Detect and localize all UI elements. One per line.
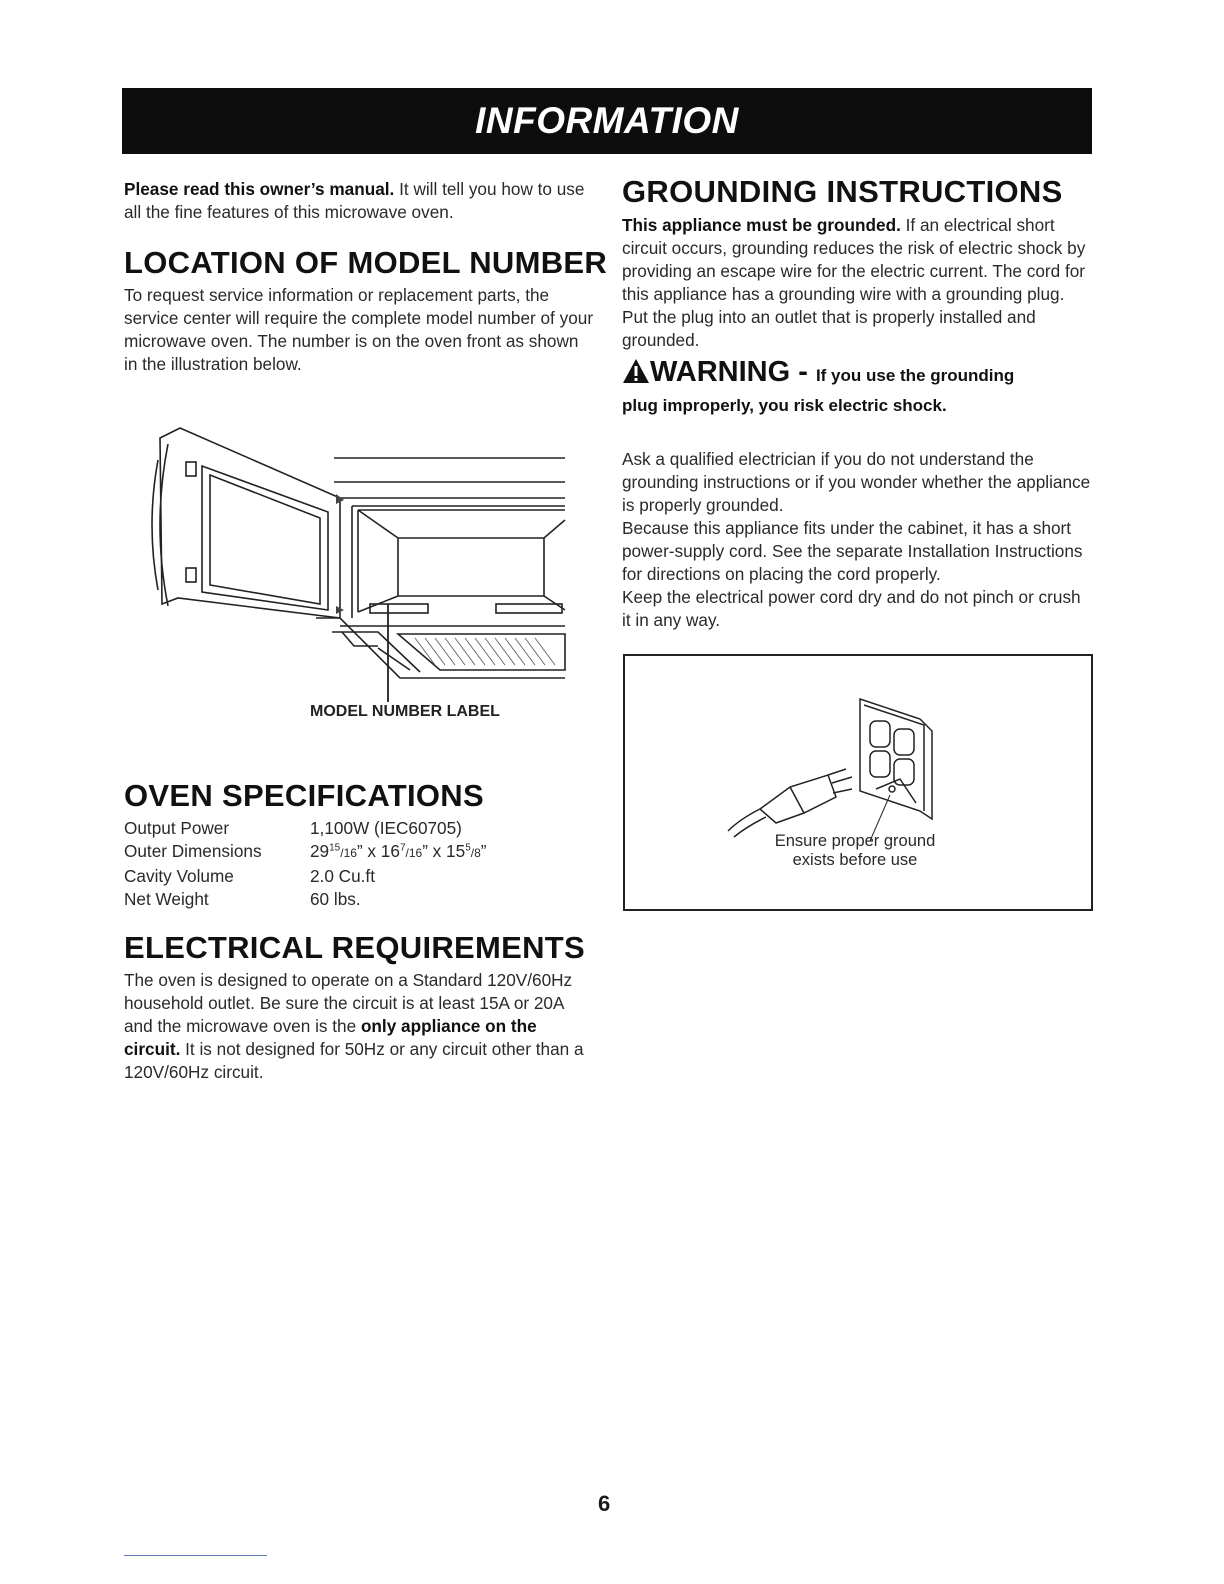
spec-value: $29^{15}/16$” x $16^7/16$” x $15^5/8$”	[310, 841, 487, 861]
spec-row	[124, 888, 487, 911]
grounding-heading: GROUNDING INSTRUCTIONS	[622, 174, 1063, 209]
spec-label: Net Weight	[124, 889, 209, 909]
plug-outlet-illustration	[720, 691, 960, 841]
spec-label: Cavity Volume	[124, 866, 234, 886]
grounding-bold: This appliance must be grounded.	[622, 215, 901, 235]
spec-value: 1,100W (IEC60705)	[310, 818, 462, 838]
spec-value: 60 lbs.	[310, 889, 361, 909]
grounding-notes	[622, 448, 1092, 632]
spec-row	[124, 817, 487, 840]
spec-value: 2.0 Cu.ft	[310, 866, 375, 886]
footer-divider	[124, 1555, 267, 1556]
spec-row	[124, 865, 487, 888]
electrical-bold: only appliance on the circuit.	[124, 1016, 537, 1059]
intro-text: It will tell you how to use all the fine features of this microwave oven.	[124, 179, 585, 222]
spec-label: Outer Dimensions	[124, 841, 262, 861]
intro-bold: Please read this owner’s manual.	[124, 179, 395, 199]
microwave-illustration	[140, 420, 580, 710]
model-number-label-caption: MODEL NUMBER LABEL	[310, 703, 500, 720]
spec-row	[124, 840, 487, 865]
grounding-note-3: Keep the electrical power cord dry and do not pinch or crush it in any way.	[622, 587, 1081, 630]
page-banner: INFORMATION	[122, 88, 1092, 154]
electrical-heading: ELECTRICAL REQUIREMENTS	[124, 930, 586, 965]
grounding-caption: Ensure proper ground exists before use	[774, 832, 936, 869]
warning-text-2: plug improperly, you risk electric shock.	[622, 396, 947, 415]
warning-title: WARNING	[650, 356, 791, 388]
specs-table	[124, 817, 487, 911]
grounding-paragraph: This appliance must be grounded. If an electrical short circuit occurs, grounding reduces the risk of electric shock by providing an escape wire for the electric current. The cord for this appliance has a grounding wire with a grounding plug. Put the plug into an outlet that is properly installed and grounded.	[622, 215, 1086, 350]
grounding-illustration-box	[623, 654, 1093, 911]
warning-block: WARNING - If you use the grounding plug improperly, you risk electric shock.	[622, 356, 1092, 419]
page-number: 6	[598, 1491, 611, 1516]
intro-paragraph	[124, 178, 594, 224]
electrical-paragraph: The oven is designed to operate on a Standard 120V/60Hz household outlet. Be sure the circuit is at least 15A or 20A and the microwave oven is the only appliance on the circuit. It is not designed for 50Hz or any circuit other than a 120V/60Hz circuit.	[124, 970, 584, 1082]
warning-text-1: If you use the grounding	[815, 366, 1015, 385]
warning-triangle-icon	[622, 358, 650, 384]
grounding-note-2: Because this appliance fits under the cabinet, it has a short power-supply cord. See the separate Installation Instructions for directions on placing the cord properly.	[622, 518, 1083, 584]
grounding-note-1: Ask a qualified electrician if you do not understand the grounding instructions or if you wonder whether the appliance is properly grounded.	[622, 449, 1091, 515]
location-paragraph: To request service information or replacement parts, the service center will require the complete model number of your microwave oven. The number is on the oven front as shown in the illustration below.	[124, 285, 594, 374]
specs-heading: OVEN SPECIFICATIONS	[124, 778, 484, 813]
location-heading: LOCATION OF MODEL NUMBER	[124, 245, 608, 280]
spec-label: Output Power	[124, 818, 230, 838]
